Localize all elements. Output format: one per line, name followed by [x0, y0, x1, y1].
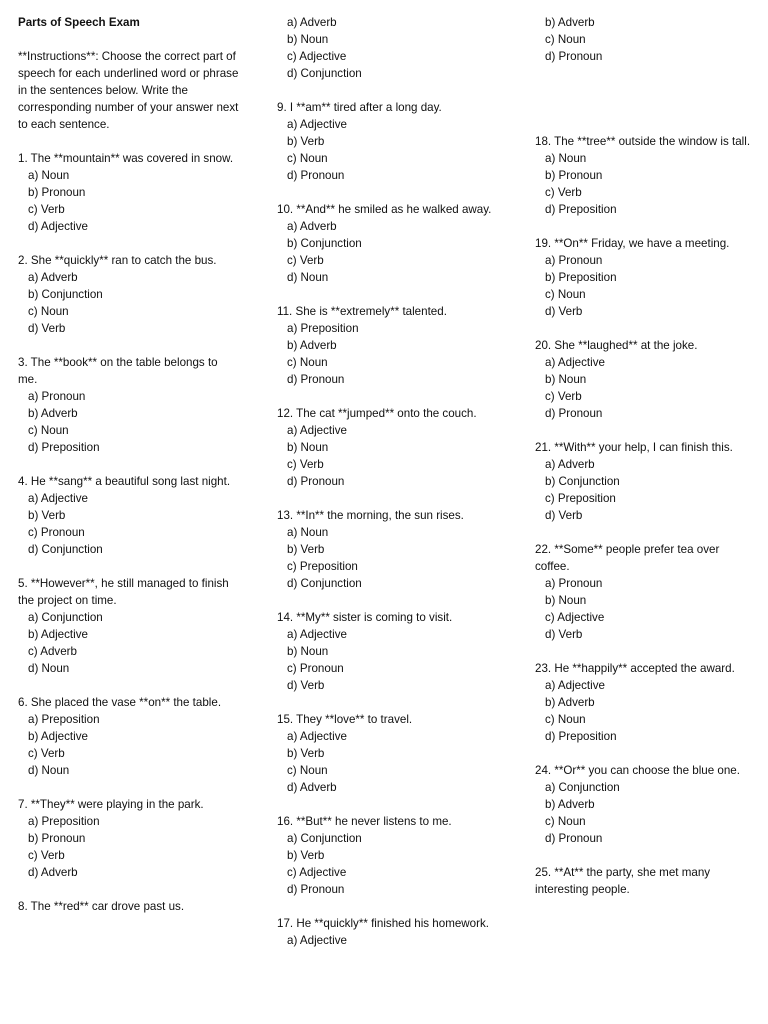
option-a: a) Noun — [287, 526, 329, 539]
options-list — [18, 490, 240, 558]
option-c: c) Verb — [28, 747, 65, 760]
question-text: 14. **My** sister is coming to visit. — [277, 611, 453, 624]
option-d: d) Verb — [28, 322, 66, 335]
question-text: 25. **At** the party, she met many interesting people. — [535, 866, 711, 896]
question-15 — [277, 711, 502, 796]
question-6 — [18, 694, 240, 779]
option-c: c) Adjective — [545, 611, 605, 624]
option-a: a) Adjective — [287, 730, 347, 743]
options-list — [18, 269, 240, 337]
option-a: a) Adverb — [28, 271, 78, 284]
option-d: d) Preposition — [28, 441, 100, 454]
option-a: a) Pronoun — [28, 390, 86, 403]
option-d: d) Noun — [28, 764, 70, 777]
option-a: a) Conjunction — [545, 781, 620, 794]
option-a: a) Adjective — [28, 492, 88, 505]
question-18 — [535, 133, 757, 218]
option-c: c) Noun — [28, 424, 69, 437]
option-a: a) Adjective — [287, 934, 347, 947]
option-a: a) Pronoun — [545, 254, 603, 267]
option-b: b) Adverb — [28, 407, 78, 420]
option-a: a) Adverb — [287, 16, 337, 29]
option-d: d) Adverb — [28, 866, 78, 879]
option-c: c) Preposition — [545, 492, 616, 505]
question-2 — [18, 252, 240, 337]
options-list — [535, 575, 757, 643]
column-1 — [18, 14, 240, 932]
option-d: d) Noun — [287, 271, 329, 284]
option-d: d) Verb — [545, 305, 583, 318]
options-list — [277, 218, 502, 286]
option-a: a) Noun — [545, 152, 587, 165]
question-text: 24. **Or** you can choose the blue one. — [535, 764, 740, 777]
options-list — [18, 711, 240, 779]
option-d: d) Pronoun — [287, 883, 345, 896]
question-3 — [18, 354, 240, 456]
option-a: a) Adjective — [545, 679, 605, 692]
options-list — [277, 320, 502, 388]
option-b: b) Adjective — [28, 628, 88, 641]
question-text: 2. She **quickly** ran to catch the bus. — [18, 254, 217, 267]
question-text: 6. She placed the vase **on** the table. — [18, 696, 222, 709]
option-c: c) Verb — [545, 390, 582, 403]
question-9 — [277, 99, 502, 184]
option-c: c) Noun — [287, 764, 328, 777]
options-list — [18, 167, 240, 235]
question-text: 11. She is **extremely** talented. — [277, 305, 447, 318]
option-b: b) Adverb — [287, 339, 337, 352]
question-10 — [277, 201, 502, 286]
option-d: d) Verb — [287, 679, 325, 692]
column-3 — [535, 14, 757, 915]
options-list — [18, 388, 240, 456]
question-text: 8. The **red** car drove past us. — [18, 900, 185, 913]
options-list — [535, 354, 757, 422]
option-d: d) Pronoun — [545, 832, 603, 845]
option-b: b) Adverb — [545, 798, 595, 811]
options-list — [535, 150, 757, 218]
options-list — [535, 779, 757, 847]
option-b: b) Noun — [545, 594, 587, 607]
option-c: c) Verb — [287, 458, 324, 471]
options-list — [277, 422, 502, 490]
option-d: d) Noun — [28, 662, 70, 675]
option-c: c) Verb — [545, 186, 582, 199]
option-c: c) Verb — [28, 203, 65, 216]
option-b: b) Noun — [545, 373, 587, 386]
option-c: c) Noun — [545, 33, 586, 46]
question-text: 17. He **quickly** finished his homework. — [277, 917, 490, 930]
question-text: 18. The **tree** outside the window is tall. — [535, 135, 751, 148]
option-c: c) Pronoun — [287, 662, 344, 675]
option-a: a) Conjunction — [28, 611, 103, 624]
question-text: 12. The cat **jumped** onto the couch. — [277, 407, 477, 420]
question-8 — [18, 898, 240, 915]
options-list — [535, 677, 757, 745]
option-d: d) Verb — [545, 628, 583, 641]
instructions: **Instructions**: Choose the correct part of speech for each underlined word or phrase in the sentences below. Write the corresponding number of your answer next to each sentence. — [18, 50, 239, 131]
exam-title: Parts of Speech Exam — [18, 16, 140, 29]
question-text: 5. **However**, he still managed to finish the project on time. — [18, 577, 229, 607]
option-d: d) Pronoun — [545, 407, 603, 420]
option-b: b) Adverb — [545, 16, 595, 29]
option-b: b) Pronoun — [28, 186, 86, 199]
option-c: c) Verb — [287, 254, 324, 267]
option-c: c) Pronoun — [28, 526, 85, 539]
options-list — [535, 456, 757, 524]
option-d: d) Pronoun — [287, 373, 345, 386]
question-21 — [535, 439, 757, 524]
option-c: c) Adjective — [287, 50, 347, 63]
question-text: 4. He **sang** a beautiful song last night. — [18, 475, 231, 488]
option-a: a) Conjunction — [287, 832, 362, 845]
question-text: 9. I **am** tired after a long day. — [277, 101, 442, 114]
question-7 — [18, 796, 240, 881]
option-a: a) Adjective — [287, 628, 347, 641]
option-b: b) Preposition — [545, 271, 617, 284]
question-text: 21. **With** your help, I can finish this. — [535, 441, 733, 454]
option-c: c) Noun — [545, 288, 586, 301]
question-text: 7. **They** were playing in the park. — [18, 798, 204, 811]
option-b: b) Verb — [287, 135, 325, 148]
question-12 — [277, 405, 502, 490]
option-b: b) Conjunction — [545, 475, 620, 488]
question-text: 1. The **mountain** was covered in snow. — [18, 152, 234, 165]
question-22 — [535, 541, 757, 643]
option-d: d) Conjunction — [28, 543, 103, 556]
option-b: b) Adjective — [28, 730, 88, 743]
options-list — [277, 830, 502, 898]
options-list — [277, 524, 502, 592]
question-19 — [535, 235, 757, 320]
option-a: a) Adjective — [287, 118, 347, 131]
option-a: a) Adverb — [287, 220, 337, 233]
option-b: b) Verb — [287, 849, 325, 862]
option-d: d) Verb — [545, 509, 583, 522]
question-4 — [18, 473, 240, 558]
option-b: b) Noun — [287, 33, 329, 46]
option-b: b) Conjunction — [28, 288, 103, 301]
option-a: a) Preposition — [28, 713, 100, 726]
question-text: 15. They **love** to travel. — [277, 713, 413, 726]
option-a: a) Adverb — [545, 458, 595, 471]
option-c: c) Adjective — [287, 866, 347, 879]
options-list — [277, 728, 502, 796]
question-text: 23. He **happily** accepted the award. — [535, 662, 735, 675]
option-d: d) Conjunction — [287, 577, 362, 590]
option-b: b) Pronoun — [545, 169, 603, 182]
question-17 — [277, 915, 502, 949]
option-c: c) Preposition — [287, 560, 358, 573]
question-8-options — [277, 14, 502, 82]
question-text: 22. **Some** people prefer tea over coffee. — [535, 543, 720, 573]
option-a: a) Pronoun — [545, 577, 603, 590]
option-d: d) Preposition — [545, 203, 617, 216]
question-14 — [277, 609, 502, 694]
option-c: c) Noun — [545, 713, 586, 726]
question-text: 16. **But** he never listens to me. — [277, 815, 452, 828]
options-list — [277, 14, 502, 82]
option-c: c) Noun — [28, 305, 69, 318]
question-text: 3. The **book** on the table belongs to me. — [18, 356, 218, 386]
question-23 — [535, 660, 757, 745]
option-d: d) Pronoun — [287, 475, 345, 488]
option-c: c) Adverb — [28, 645, 77, 658]
option-b: b) Adverb — [545, 696, 595, 709]
column-2 — [277, 14, 502, 966]
option-c: c) Noun — [287, 152, 328, 165]
option-d: d) Conjunction — [287, 67, 362, 80]
question-20 — [535, 337, 757, 422]
option-b: b) Conjunction — [287, 237, 362, 250]
option-a: a) Preposition — [28, 815, 100, 828]
question-16 — [277, 813, 502, 898]
question-25 — [535, 864, 757, 898]
option-a: a) Adjective — [545, 356, 605, 369]
options-list — [535, 252, 757, 320]
option-d: d) Pronoun — [545, 50, 603, 63]
option-d: d) Pronoun — [287, 169, 345, 182]
options-list — [277, 116, 502, 184]
option-a: a) Adjective — [287, 424, 347, 437]
option-c: c) Noun — [287, 356, 328, 369]
option-b: b) Noun — [287, 645, 329, 658]
option-b: b) Verb — [28, 509, 66, 522]
question-17-options — [535, 14, 757, 65]
question-24 — [535, 762, 757, 847]
option-d: d) Preposition — [545, 730, 617, 743]
question-text: 19. **On** Friday, we have a meeting. — [535, 237, 730, 250]
question-text: 10. **And** he smiled as he walked away. — [277, 203, 492, 216]
option-c: c) Noun — [545, 815, 586, 828]
question-1 — [18, 150, 240, 235]
option-a: a) Noun — [28, 169, 70, 182]
question-5 — [18, 575, 240, 677]
option-b: b) Pronoun — [28, 832, 86, 845]
option-a: a) Preposition — [287, 322, 359, 335]
options-list — [277, 932, 502, 949]
options-list — [535, 14, 757, 65]
question-13 — [277, 507, 502, 592]
option-d: d) Adverb — [287, 781, 337, 794]
question-text: 20. She **laughed** at the joke. — [535, 339, 698, 352]
option-d: d) Adjective — [28, 220, 88, 233]
options-list — [277, 626, 502, 694]
option-b: b) Verb — [287, 747, 325, 760]
options-list — [18, 609, 240, 677]
question-11 — [277, 303, 502, 388]
option-c: c) Verb — [28, 849, 65, 862]
options-list — [18, 813, 240, 881]
option-b: b) Noun — [287, 441, 329, 454]
option-b: b) Verb — [287, 543, 325, 556]
question-text: 13. **In** the morning, the sun rises. — [277, 509, 464, 522]
